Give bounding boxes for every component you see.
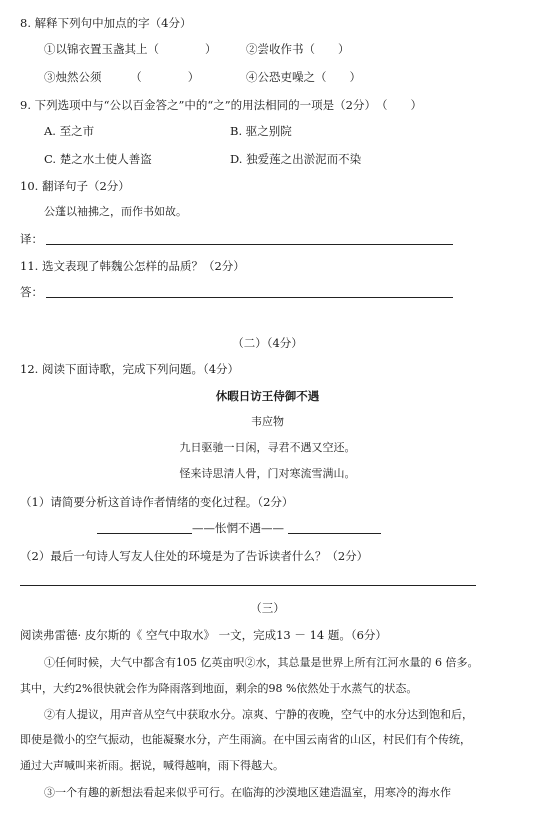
poem-title: 休暇日访王侍御不遇	[215, 389, 320, 403]
para-line-6: ③一个有趣的新想法看起来似乎可行。在临海的沙漠地区建造温室，用寒冷的海水作	[44, 786, 451, 799]
para-line-2: 其中，大约2%很快就会作为降雨落到地面，剩余的98 %依然处于水蒸气的状态。	[20, 682, 418, 695]
para-line-1: ①任何时候，大气中都含有105 亿英亩呎②水，其总量是世界上所有江河水量的 6 倍多。	[44, 656, 479, 669]
q9-option-c: C. 楚之水土使人善盗	[44, 152, 152, 166]
para-line-5: 通过大声喊叫来祈雨。据说，喊得越响，雨下得越大。	[20, 759, 284, 772]
q11-answer-label: 答：	[20, 285, 43, 299]
q9-stem: 9. 下列选项中与“公以百金答之”中的“之”的用法相同的一项是（2分） （ ）	[20, 98, 422, 112]
q8-item-2: ②尝收作书（ ）	[246, 42, 350, 56]
q12-stem: 12. 阅读下面诗歌，完成下列问题。（4分）	[20, 362, 240, 376]
q12-sub1: （1）请简要分析这首诗作者情绪的变化过程。（2分）	[20, 495, 294, 509]
section3-intro: 阅读弗雷德· 皮尔斯的《 空气中取水》 一文，完成13 － 14 题。（6分）	[20, 628, 387, 642]
q11-answer-line[interactable]	[46, 297, 453, 298]
q9-option-d: D. 独爱莲之出淤泥而不染	[230, 152, 362, 166]
q9-option-b: B. 驱之别院	[230, 124, 292, 138]
q10-stem: 10. 翻译句子（2分）	[20, 179, 130, 193]
poem-author: 韦应物	[251, 415, 284, 428]
para-line-3: ②有人提议，用声音从空气中获取水分。凉爽、宁静的夜晚，空气中的水分达到饱和后，	[44, 708, 473, 721]
section3-heading: （三）	[250, 601, 285, 615]
q10-sentence: 公蓬以袖拂之，而作书如故。	[44, 205, 187, 218]
q12-sub2: （2）最后一句诗人写友人住处的环境是为了告诉读者什么？（2分）	[20, 549, 369, 563]
q12-sub1-blank-left[interactable]	[97, 533, 192, 534]
q11-stem: 11. 选文表现了韩魏公怎样的品质？（2分）	[20, 259, 245, 273]
q8-item-1: ①以锦衣置玉盏其上（ ）	[44, 42, 217, 56]
q10-answer-label: 译：	[20, 232, 43, 246]
q8-item-4: ④公恐吏噪之（ ）	[246, 70, 361, 84]
q10-answer-line[interactable]	[46, 244, 453, 245]
poem-line-2: 怪来诗思清人骨，门对寒流雪满山。	[179, 467, 356, 480]
q9-option-a: A. 至之市	[44, 124, 95, 138]
q12-sub1-middle: ——怅惘不遇——	[192, 521, 284, 535]
poem-line-1: 九日驱驰一日闲，寻君不遇又空还。	[179, 441, 356, 454]
q8-stem: 8. 解释下列句中加点的字（4分）	[20, 16, 192, 30]
q8-item-3: ③烛然公须 （ ）	[44, 70, 200, 84]
q12-sub2-answer-line[interactable]	[20, 585, 476, 586]
q12-sub1-blank-right[interactable]	[288, 533, 381, 534]
section2-heading: （二）（4分）	[232, 336, 303, 350]
para-line-4: 即使是微小的空气振动，也能凝聚水分，产生雨滴。在中国云南省的山区，村民们有个传统，	[20, 733, 471, 746]
